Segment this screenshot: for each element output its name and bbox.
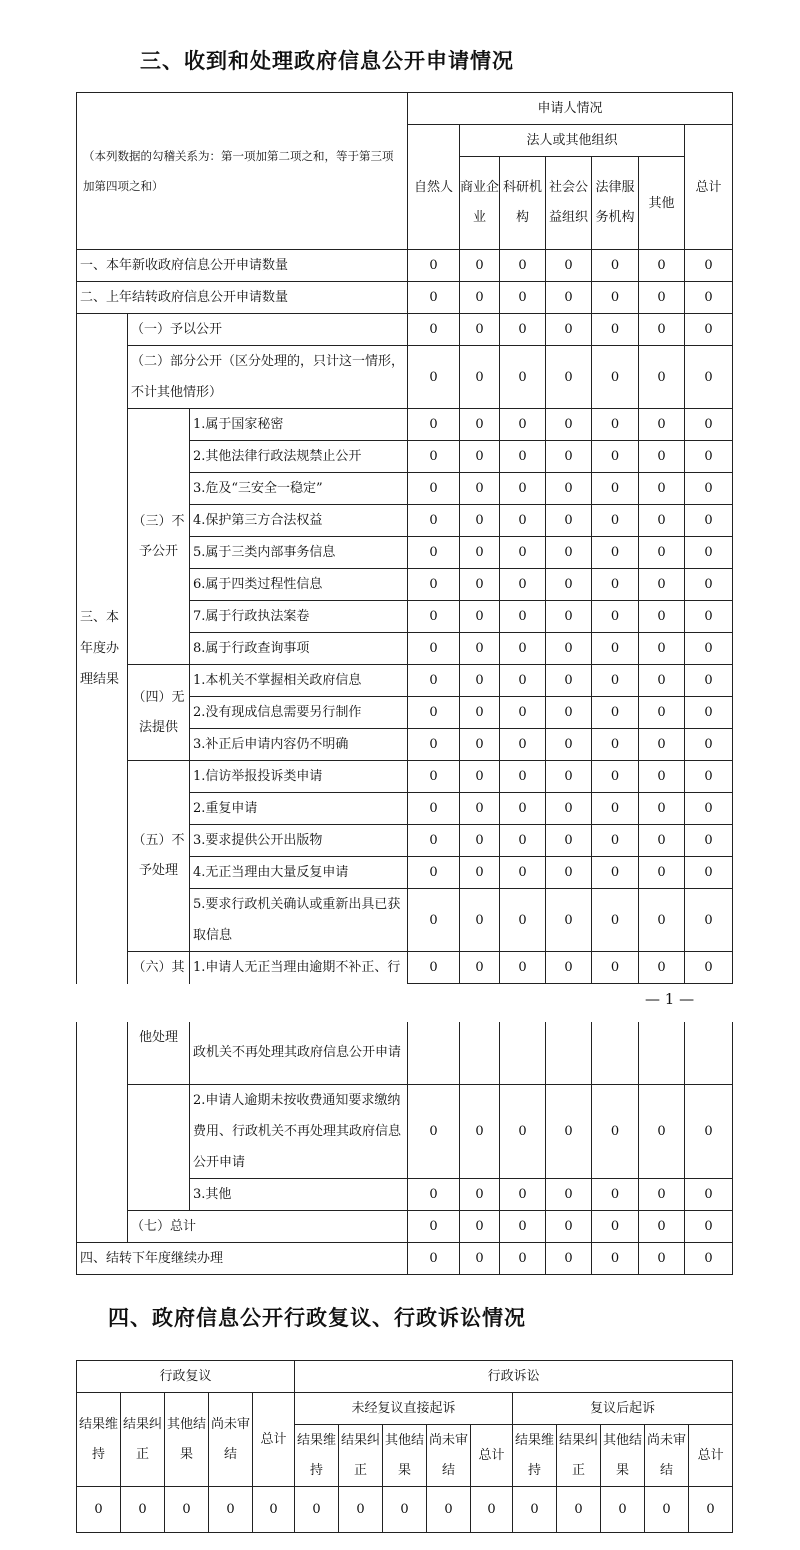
count-cell: 0 (460, 1084, 500, 1178)
count-cell: 0 (500, 825, 546, 857)
count-cell: 0 (383, 1487, 427, 1533)
count-cell: 0 (408, 633, 460, 665)
count-cell: 0 (546, 537, 592, 569)
count-cell: 0 (685, 889, 733, 952)
count-cell: 0 (592, 889, 639, 952)
count-cell: 0 (460, 473, 500, 505)
count-cell: 0 (639, 473, 685, 505)
other-item-2: 2.申请人逾期未按收费通知要求缴纳费用、行政机关不再处理其政府信息公开申请 (190, 1084, 408, 1178)
group-no-process: （五）不予处理 (128, 761, 190, 952)
group-not-open: （三）不予公开 (128, 409, 190, 665)
other-item-1-part1: 1.申请人无正当理由逾期不补正、行 (190, 952, 408, 984)
count-cell: 0 (546, 250, 592, 282)
count-cell: 0 (592, 282, 639, 314)
review-litigation-table (76, 1360, 733, 1533)
count-cell: 0 (460, 952, 500, 984)
review-col: 其他结果 (165, 1393, 209, 1487)
count-cell: 0 (592, 569, 639, 601)
count-cell: 0 (639, 601, 685, 633)
count-cell: 0 (592, 1178, 639, 1210)
count-cell: 0 (460, 250, 500, 282)
count-cell: 0 (546, 761, 592, 793)
count-cell: 0 (460, 409, 500, 441)
count-cell: 0 (546, 889, 592, 952)
count-cell: 0 (209, 1487, 253, 1533)
count-cell: 0 (500, 1210, 546, 1242)
count-cell: 0 (546, 857, 592, 889)
count-cell: 0 (408, 569, 460, 601)
group-other-process-part2: 他处理 (128, 1022, 190, 1084)
direct-col: 结果维持 (295, 1425, 339, 1487)
count-cell: 0 (639, 761, 685, 793)
count-cell: 0 (460, 633, 500, 665)
count-cell: 0 (639, 825, 685, 857)
count-cell: 0 (639, 633, 685, 665)
count-cell: 0 (408, 1210, 460, 1242)
count-cell: 0 (685, 665, 733, 697)
count-cell: 0 (165, 1487, 209, 1533)
count-cell: 0 (546, 665, 592, 697)
count-cell: 0 (685, 473, 733, 505)
review-col: 结果维持 (77, 1393, 121, 1487)
count-cell: 0 (460, 537, 500, 569)
count-cell: 0 (639, 889, 685, 952)
count-cell: 0 (546, 282, 592, 314)
count-cell: 0 (592, 761, 639, 793)
count-cell: 0 (592, 633, 639, 665)
count-cell: 0 (546, 1084, 592, 1178)
count-cell: 0 (601, 1487, 645, 1533)
not-open-item: 8.属于行政查询事项 (190, 633, 408, 665)
count-cell: 0 (339, 1487, 383, 1533)
count-cell: 0 (500, 697, 546, 729)
after-col: 尚未审结 (645, 1425, 689, 1487)
count-cell: 0 (685, 1084, 733, 1178)
count-cell: 0 (685, 409, 733, 441)
count-cell: 0 (592, 952, 639, 984)
count-cell: 0 (500, 409, 546, 441)
count-cell: 0 (639, 697, 685, 729)
count-cell: 0 (408, 697, 460, 729)
count-cell: 0 (645, 1487, 689, 1533)
count-cell: 0 (592, 314, 639, 346)
count-cell: 0 (685, 1242, 733, 1274)
count-cell: 0 (408, 1178, 460, 1210)
count-cell: 0 (592, 601, 639, 633)
count-cell: 0 (460, 1210, 500, 1242)
count-cell: 0 (592, 346, 639, 409)
count-cell: 0 (500, 441, 546, 473)
count-cell: 0 (546, 825, 592, 857)
col-legal-service: 法律服务机构 (592, 157, 639, 250)
count-cell: 0 (500, 952, 546, 984)
count-cell: 0 (689, 1487, 733, 1533)
count-cell: 0 (546, 314, 592, 346)
count-cell: 0 (500, 761, 546, 793)
count-cell: 0 (639, 793, 685, 825)
count-cell: 0 (546, 633, 592, 665)
count-cell: 0 (295, 1487, 339, 1533)
count-cell: 0 (592, 729, 639, 761)
count-cell: 0 (460, 697, 500, 729)
count-cell: 0 (408, 409, 460, 441)
after-col-total: 总计 (689, 1425, 733, 1487)
count-cell: 0 (460, 1178, 500, 1210)
count-cell: 0 (500, 793, 546, 825)
count-cell: 0 (408, 346, 460, 409)
count-cell: 0 (592, 857, 639, 889)
row-next-year-label: 四、结转下年度继续办理 (77, 1242, 408, 1274)
admin-litigation-header: 行政诉讼 (295, 1361, 733, 1393)
count-cell: 0 (408, 889, 460, 952)
count-cell: 0 (500, 282, 546, 314)
count-cell: 0 (639, 409, 685, 441)
unable-item: 2.没有现成信息需要另行制作 (190, 697, 408, 729)
count-cell: 0 (546, 1242, 592, 1274)
count-cell: 0 (408, 857, 460, 889)
count-cell: 0 (592, 441, 639, 473)
count-cell: 0 (685, 314, 733, 346)
count-cell: 0 (408, 761, 460, 793)
after-col: 结果维持 (513, 1425, 557, 1487)
row-total-label: （七）总计 (128, 1210, 408, 1242)
count-cell: 0 (639, 537, 685, 569)
section-4-title: 四、政府信息公开行政复议、行政诉讼情况 (108, 1305, 526, 1330)
count-cell: 0 (685, 952, 733, 984)
count-cell: 0 (592, 473, 639, 505)
count-cell: 0 (639, 857, 685, 889)
count-cell: 0 (685, 633, 733, 665)
count-cell: 0 (500, 857, 546, 889)
row-new-label: 一、本年新收政府信息公开申请数量 (77, 250, 408, 282)
count-cell: 0 (592, 1210, 639, 1242)
count-cell: 0 (408, 665, 460, 697)
direct-suit-header: 未经复议直接起诉 (295, 1393, 513, 1425)
count-cell: 0 (592, 409, 639, 441)
count-cell: 0 (460, 282, 500, 314)
count-cell: 0 (500, 1084, 546, 1178)
count-cell: 0 (685, 1210, 733, 1242)
count-cell: 0 (639, 729, 685, 761)
col-research: 科研机构 (500, 157, 546, 250)
count-cell: 0 (500, 537, 546, 569)
count-cell: 0 (408, 729, 460, 761)
count-cell: 0 (685, 1178, 733, 1210)
not-open-item: 6.属于四类过程性信息 (190, 569, 408, 601)
count-cell: 0 (460, 601, 500, 633)
group-unable: （四）无法提供 (128, 665, 190, 761)
count-cell: 0 (592, 665, 639, 697)
count-cell: 0 (500, 729, 546, 761)
section-3-title: 三、收到和处理政府信息公开申请情况 (140, 48, 514, 73)
count-cell: 0 (685, 250, 733, 282)
count-cell: 0 (546, 1178, 592, 1210)
count-cell: 0 (460, 346, 500, 409)
no-process-item: 1.信访举报投诉类申请 (190, 761, 408, 793)
count-cell: 0 (546, 793, 592, 825)
col-business: 商业企业 (460, 157, 500, 250)
count-cell: 0 (592, 793, 639, 825)
count-cell: 0 (460, 441, 500, 473)
count-cell: 0 (546, 441, 592, 473)
count-cell: 0 (546, 1210, 592, 1242)
count-cell: 0 (546, 473, 592, 505)
count-cell: 0 (639, 250, 685, 282)
other-item-3: 3.其他 (190, 1178, 408, 1210)
count-cell: 0 (500, 346, 546, 409)
col-total: 总计 (685, 125, 733, 250)
applicant-header: 申请人情况 (408, 93, 733, 125)
count-cell: 0 (685, 441, 733, 473)
count-cell: 0 (500, 1178, 546, 1210)
legal-org-header: 法人或其他组织 (460, 125, 685, 157)
count-cell: 0 (685, 697, 733, 729)
count-cell: 0 (500, 889, 546, 952)
count-cell: 0 (546, 601, 592, 633)
count-cell: 0 (408, 1084, 460, 1178)
count-cell: 0 (592, 505, 639, 537)
count-cell: 0 (460, 505, 500, 537)
count-cell: 0 (460, 889, 500, 952)
group-3-label: 三、本年度办理结果 (77, 314, 128, 984)
count-cell: 0 (500, 473, 546, 505)
count-cell: 0 (500, 601, 546, 633)
count-cell: 0 (408, 250, 460, 282)
count-cell: 0 (592, 1242, 639, 1274)
count-cell: 0 (121, 1487, 165, 1533)
count-cell: 0 (546, 346, 592, 409)
col-natural-person: 自然人 (408, 125, 460, 250)
no-process-item: 2.重复申请 (190, 793, 408, 825)
no-process-item: 3.要求提供公开出版物 (190, 825, 408, 857)
direct-col: 结果纠正 (339, 1425, 383, 1487)
count-cell: 0 (408, 282, 460, 314)
count-cell: 0 (639, 952, 685, 984)
count-cell: 0 (546, 952, 592, 984)
count-cell: 0 (685, 761, 733, 793)
count-cell: 0 (546, 409, 592, 441)
application-table-part1 (76, 92, 733, 984)
no-process-item: 5.要求行政机关确认或重新出具已获取信息 (190, 889, 408, 952)
count-cell: 0 (685, 537, 733, 569)
count-cell: 0 (639, 346, 685, 409)
count-cell: 0 (408, 505, 460, 537)
admin-review-header: 行政复议 (77, 1361, 295, 1393)
count-cell: 0 (460, 569, 500, 601)
count-cell: 0 (427, 1487, 471, 1533)
count-cell: 0 (408, 473, 460, 505)
count-cell: 0 (639, 282, 685, 314)
count-cell: 0 (408, 601, 460, 633)
count-cell: 0 (639, 314, 685, 346)
application-table-part2 (76, 1022, 733, 1275)
not-open-item: 1.属于国家秘密 (190, 409, 408, 441)
count-cell: 0 (77, 1487, 121, 1533)
count-cell: 0 (460, 857, 500, 889)
group-other-process-part1: （六）其 (128, 952, 190, 984)
no-process-item: 4.无正当理由大量反复申请 (190, 857, 408, 889)
col-public-welfare: 社会公益组织 (546, 157, 592, 250)
count-cell: 0 (500, 633, 546, 665)
count-cell: 0 (408, 793, 460, 825)
count-cell: 0 (685, 505, 733, 537)
count-cell: 0 (500, 250, 546, 282)
count-cell: 0 (639, 569, 685, 601)
count-cell: 0 (460, 665, 500, 697)
corner-note: （本列数据的勾稽关系为：第一项加第二项之和，等于第三项加第四项之和） (77, 93, 408, 250)
count-cell: 0 (500, 314, 546, 346)
not-open-item: 7.属于行政执法案卷 (190, 601, 408, 633)
count-cell: 0 (685, 282, 733, 314)
count-cell: 0 (471, 1487, 513, 1533)
count-cell: 0 (408, 441, 460, 473)
not-open-item: 3.危及“三安全一稳定” (190, 473, 408, 505)
count-cell: 0 (639, 1242, 685, 1274)
review-col: 结果纠正 (121, 1393, 165, 1487)
count-cell: 0 (408, 314, 460, 346)
after-col: 其他结果 (601, 1425, 645, 1487)
not-open-item: 2.其他法律行政法规禁止公开 (190, 441, 408, 473)
count-cell: 0 (639, 1084, 685, 1178)
count-cell: 0 (639, 1210, 685, 1242)
row-open-label: （一）予以公开 (128, 314, 408, 346)
count-cell: 0 (546, 505, 592, 537)
count-cell: 0 (500, 1242, 546, 1274)
count-cell: 0 (685, 857, 733, 889)
other-item-1-part2: 政机关不再处理其政府信息公开申请 (190, 1022, 408, 1084)
count-cell: 0 (592, 250, 639, 282)
row-partial-label: （二）部分公开（区分处理的，只计这一情形，不计其他情形） (128, 346, 408, 409)
after-col: 结果纠正 (557, 1425, 601, 1487)
row-carry-label: 二、上年结转政府信息公开申请数量 (77, 282, 408, 314)
count-cell: 0 (546, 697, 592, 729)
count-cell: 0 (460, 314, 500, 346)
count-cell: 0 (592, 697, 639, 729)
count-cell: 0 (408, 952, 460, 984)
not-open-item: 5.属于三类内部事务信息 (190, 537, 408, 569)
count-cell: 0 (685, 825, 733, 857)
direct-col-total: 总计 (471, 1425, 513, 1487)
page-number: — 1 — (645, 990, 695, 1008)
count-cell: 0 (460, 825, 500, 857)
direct-col: 其他结果 (383, 1425, 427, 1487)
count-cell: 0 (546, 569, 592, 601)
unable-item: 1.本机关不掌握相关政府信息 (190, 665, 408, 697)
count-cell: 0 (513, 1487, 557, 1533)
count-cell: 0 (639, 665, 685, 697)
count-cell: 0 (460, 1242, 500, 1274)
count-cell: 0 (557, 1487, 601, 1533)
not-open-item: 4.保护第三方合法权益 (190, 505, 408, 537)
count-cell: 0 (592, 825, 639, 857)
count-cell: 0 (685, 601, 733, 633)
count-cell: 0 (639, 441, 685, 473)
count-cell: 0 (639, 1178, 685, 1210)
direct-col: 尚未审结 (427, 1425, 471, 1487)
review-col-total: 总计 (253, 1393, 295, 1487)
count-cell: 0 (408, 1242, 460, 1274)
count-cell: 0 (685, 793, 733, 825)
count-cell: 0 (500, 569, 546, 601)
count-cell: 0 (639, 505, 685, 537)
count-cell: 0 (460, 793, 500, 825)
unable-item: 3.补正后申请内容仍不明确 (190, 729, 408, 761)
count-cell: 0 (408, 537, 460, 569)
count-cell: 0 (460, 729, 500, 761)
count-cell: 0 (500, 665, 546, 697)
count-cell: 0 (685, 729, 733, 761)
count-cell: 0 (460, 761, 500, 793)
count-cell: 0 (685, 346, 733, 409)
count-cell: 0 (546, 729, 592, 761)
count-cell: 0 (685, 569, 733, 601)
count-cell: 0 (592, 537, 639, 569)
review-col: 尚未审结 (209, 1393, 253, 1487)
count-cell: 0 (253, 1487, 295, 1533)
count-cell: 0 (500, 505, 546, 537)
count-cell: 0 (592, 1084, 639, 1178)
after-review-header: 复议后起诉 (513, 1393, 733, 1425)
col-other: 其他 (639, 157, 685, 250)
count-cell: 0 (408, 825, 460, 857)
